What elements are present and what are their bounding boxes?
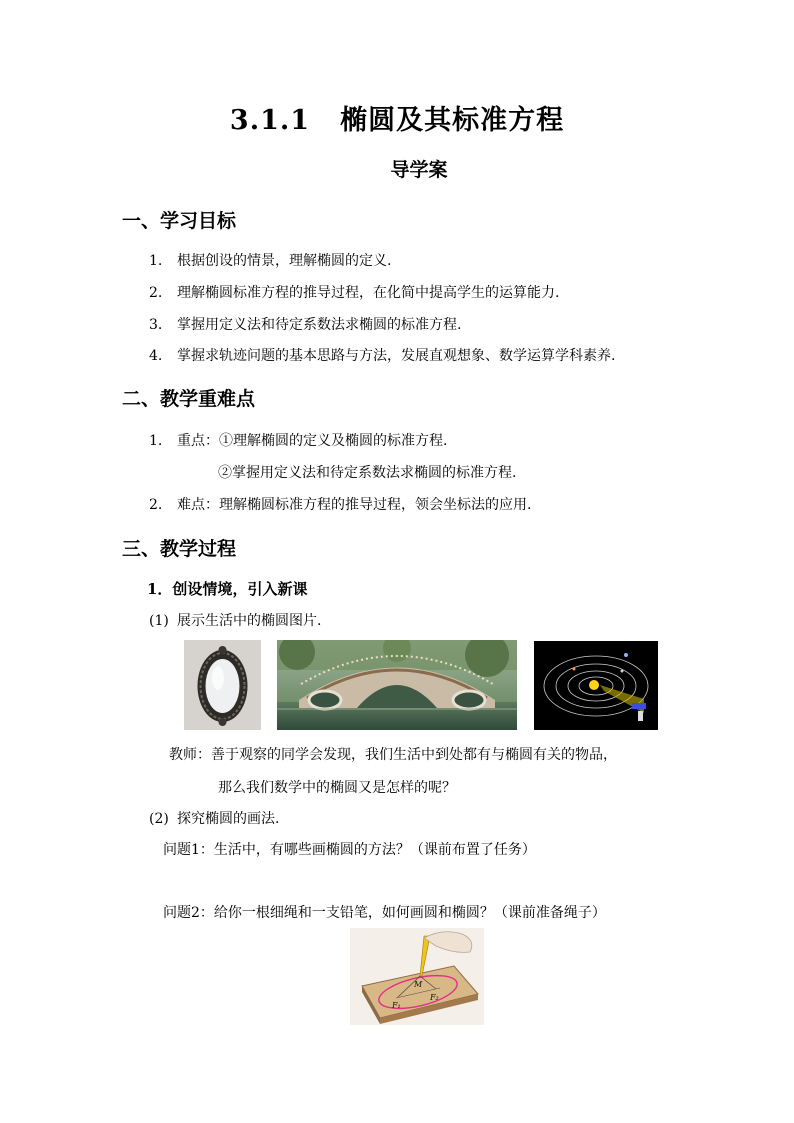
key-point-text: 重点：①理解椭圆的定义及椭圆的标准方程. [177,433,448,449]
ellipse-drawing-illustration [350,928,484,1025]
key-point-item [149,494,531,514]
goal-item-number: 2. [149,285,163,301]
section-heading-process: 三、教学过程 [122,538,237,560]
goal-item-text: 掌握用定义法和待定系数法求椭圆的标准方程. [177,317,462,333]
goal-item-text: 掌握求轨迹问题的基本思路与方法，发展直观想象、数学运算学科素养. [177,348,616,364]
mirror-photo [184,640,261,730]
label-m: M [414,980,423,989]
paragraph-number: (2) [149,811,169,827]
bridge-photo [277,640,517,730]
paragraph-text: 探究椭圆的画法. [177,811,280,827]
page-title [0,98,794,137]
paragraph-item [149,808,279,828]
paragraph-number: (1) [149,613,169,629]
key-point-number: 2. [149,497,163,513]
goal-item-text: 根据创设的情景，理解椭圆的定义. [177,253,392,269]
section-heading-goals: 一、学习目标 [122,210,237,232]
teacher-remark-line-2: 那么我们数学中的椭圆又是怎样的呢？ [218,780,456,796]
question-2: 问题2：给你一根细绳和一支铅笔，如何画圆和椭圆？（课前准备绳子） [163,905,606,921]
section-heading-key-points: 二、教学重难点 [122,388,256,410]
step-heading: 1．创设情境，引入新课 [147,580,308,598]
goal-item [149,282,559,302]
goal-item-number: 3. [149,317,163,333]
solar-system-photo [534,641,658,730]
goal-item [149,345,615,365]
key-point-number: 1. [149,433,163,449]
goal-item [149,314,461,334]
goal-item [149,250,391,270]
label-f2: F₂ [430,993,439,1002]
goal-item-text: 理解椭圆标准方程的推导过程，在化简中提高学生的运算能力. [177,285,560,301]
key-point-text: 难点：理解椭圆标准方程的推导过程，领会坐标法的应用. [177,497,532,513]
title-number: 3.1.1 [229,105,311,136]
teacher-remark-line-1: 教师：善于观察的同学会发现，我们生活中到处都有与椭圆有关的物品， [169,747,617,763]
question-1: 问题1：生活中，有哪些画椭圆的方法？（课前布置了任务） [163,842,536,858]
key-point-item [149,430,447,450]
page-subtitle: 导学案 [390,159,448,181]
goal-item-number: 4. [149,348,163,364]
label-f1: F₁ [392,1001,401,1010]
paragraph-item [149,610,321,630]
key-point-subitem: ②掌握用定义法和待定系数法求椭圆的标准方程. [218,465,517,481]
goal-item-number: 1. [149,253,163,269]
paragraph-text: 展示生活中的椭圆图片. [177,613,322,629]
title-text: 椭圆及其标准方程 [340,105,565,136]
